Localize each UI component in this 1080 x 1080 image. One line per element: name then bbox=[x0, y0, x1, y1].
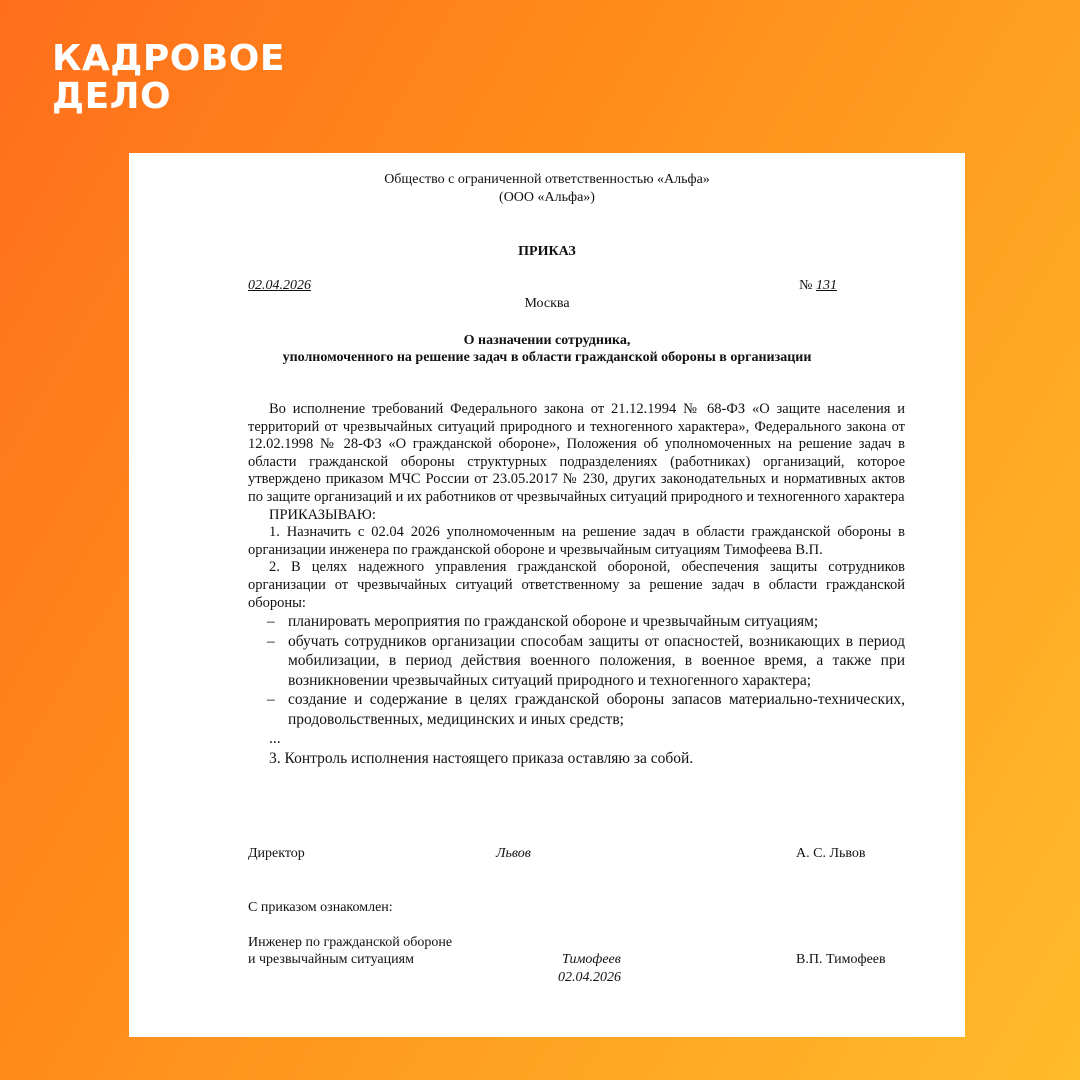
order-item-3: 3. Контроль исполнения настоящего приказа оставляю за собой. bbox=[269, 749, 694, 767]
order-title-line-1: О назначении сотрудника, bbox=[463, 333, 631, 348]
employee-sign-date: 02.04.2026 bbox=[558, 970, 621, 985]
brand-line-2: ДЕЛО bbox=[52, 76, 172, 117]
director-label: Директор bbox=[248, 846, 305, 861]
order-number bbox=[799, 277, 837, 294]
org-short-name: (ООО «Альфа») bbox=[499, 190, 595, 205]
order-item-1: 1. Назначить с 02.04 2026 уполномоченным на решение задач в области гражданской обороны в организации инженера по гражданской обороне и чрезвычайным ситуациям Тимофеева В.П. bbox=[248, 524, 905, 558]
brand-logo bbox=[52, 40, 285, 116]
order-title-line-2: уполномоченного на решение задач в области гражданской обороны в организации bbox=[282, 350, 812, 365]
org-full-name: Общество с ограниченной ответственностью «Альфа» bbox=[384, 172, 710, 187]
list-item: – обучать сотрудников организации способам защиты от опасностей, возникающих в период мобилизации, в период действия военного положения, в военное время, а также при возникновении чрезвычайных ситуаций природного и техногенного характера; bbox=[267, 632, 905, 689]
order-date: 02.04.2026 bbox=[248, 278, 311, 293]
brand-line-1: КАДРОВОЕ bbox=[52, 38, 285, 79]
director-name: А. С. Львов bbox=[796, 846, 866, 861]
list-item: – планировать мероприятия по гражданской обороне и чрезвычайным ситуациям; bbox=[267, 613, 819, 631]
employee-signature: Тимофеев bbox=[562, 952, 621, 967]
acquainted-label: С приказом ознакомлен: bbox=[248, 900, 393, 915]
document-type: ПРИКАЗ bbox=[518, 244, 576, 259]
order-number-prefix: № bbox=[799, 278, 816, 293]
order-item-2: 2. В целях надежного управления гражданской обороной, обеспечения защиты сотрудников организации от чрезвычайных ситуаций ответственному за решение задач в области гражданской обороны: bbox=[248, 559, 905, 611]
employee-position-line-2: и чрезвычайным ситуациям bbox=[248, 952, 414, 967]
city: Москва bbox=[524, 296, 570, 311]
ellipsis: ... bbox=[269, 730, 281, 748]
preamble: Во исполнение требований Федерального закона от 21.12.1994 № 68-ФЗ «О защите населения и территорий от чрезвычайных ситуаций природного и техногенного характера», Федерального закона от 12.02.1998 № 28-ФЗ «О гражданской обороне», Положения об уполномоченных на решение задач в области гражданской обороны структурных подразделениях (работниках) организаций, которое утверждено приказом МЧС России от 23.05.2017 № 230, других законодательных и нормативных актов по защите организаций и их работников от чрезвычайных ситуаций природного и техногенного характера bbox=[248, 401, 905, 505]
director-signature: Львов bbox=[496, 846, 531, 861]
order-body bbox=[248, 401, 905, 768]
duties-list bbox=[248, 612, 905, 768]
order-word: ПРИКАЗЫВАЮ: bbox=[269, 506, 376, 523]
order-number-value: 131 bbox=[816, 278, 837, 293]
employee-position-line-1: Инженер по гражданской обороне bbox=[248, 935, 453, 950]
employee-name: В.П. Тимофеев bbox=[796, 952, 886, 967]
list-item: – создание и содержание в целях гражданской обороны запасов материально-технических, продовольственных, медицинских и иных средств; bbox=[267, 691, 905, 728]
document-page bbox=[129, 153, 965, 1037]
